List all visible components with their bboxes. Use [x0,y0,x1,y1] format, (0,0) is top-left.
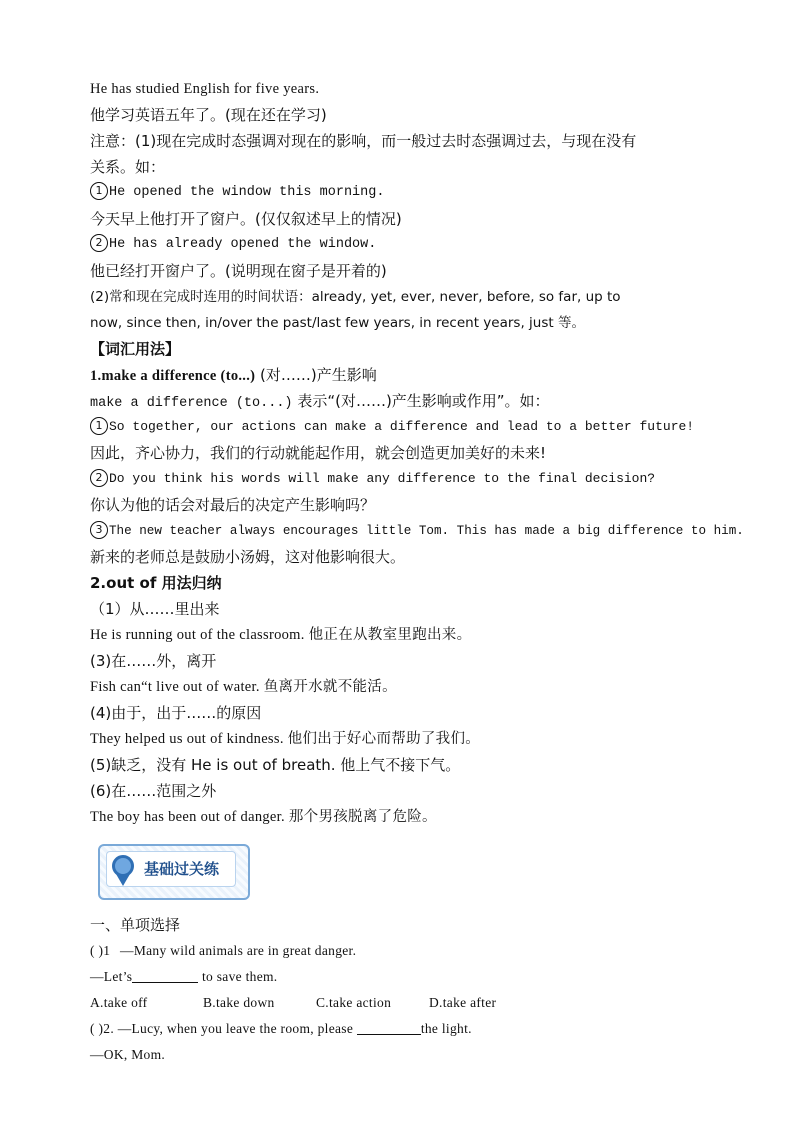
vocab-phrase: 1.make a difference (to...) [90,368,256,384]
usage-example: He is running out of the classroom. 他正在从教室里跑出来。 [90,627,472,643]
usage-item: (3)在……外，离开 [90,652,217,670]
exercise-section-title: 一、单项选择 [90,916,181,934]
usage-item: （1）从……里出来 [90,600,220,618]
option-d[interactable]: D.take after [429,995,497,1010]
example-text: He has already opened the window. [109,237,377,252]
usage-example: The boy has been out of danger. 那个男孩脱离了危险。 [90,809,437,825]
translation: 他已经打开窗户了。(说明现在窗子是开着的) [90,262,387,280]
note-text: 注意：(1)现在完成时态强调对现在的影响，而一般过去时态强调过去，与现在没有 [90,132,637,150]
vocab-meaning: 表示“(对……)产生影响或作用”。如： [292,392,550,410]
option-b[interactable]: B.take down [203,995,275,1010]
question-1-reply [90,964,710,990]
translation: 因此，齐心协力，我们的行动就能起作用，就会创造更加美好的未来! [90,444,547,462]
section-badge [98,844,248,898]
usage-example: Fish can“t live out of water. 鱼离开水就不能活。 [90,679,397,695]
circled-number: 2 [90,234,108,252]
option-a[interactable]: A.take off [90,995,148,1010]
badge-label: 基础过关练 [144,860,220,878]
note-text-cont: 关系。如： [90,158,166,176]
vocab-explanation [90,388,710,414]
answer-paren[interactable]: ( )2. [90,1021,114,1036]
vocab-phrase: make a difference (to...) [90,396,293,411]
example-text: Do you think his words will make any difference to the final decision? [109,471,656,486]
document-page [90,76,744,1068]
time-adverbial-note-cont: now, since then, in/over the past/last few years, in recent years, just 等。 [90,315,585,331]
time-adverbial-note: (2)常和现在完成时连用的时间状语：already, yet, ever, never, before, so far, up to [90,289,621,305]
example-text: So together, our actions can make a difference and lead to a better future! [109,419,695,434]
vocab-heading-2: 2.out of 用法归纳 [90,574,222,592]
answer-blank[interactable] [357,1020,421,1035]
usage-item: (5)缺乏，没有 He is out of breath. 他上气不接下气。 [90,756,461,774]
question-1-options [90,990,710,1016]
option-c[interactable]: C.take action [316,995,392,1010]
usage-example: They helped us out of kindness. 他们出于好心而帮助了我们。 [90,731,481,747]
question-text: the light. [420,1021,472,1036]
vocab-example-2 [90,466,710,492]
vocab-example-1 [90,414,710,440]
medal-icon [112,855,134,877]
usage-item: (4)由于，出于……的原因 [90,704,262,722]
translation: 今天早上他打开了窗户。(仅仅叙述早上的情况) [90,210,402,228]
example-text: The new teacher always encourages little Tom. This has made a big difference to him. [109,524,744,538]
question-text: —Many wild animals are in great danger. [120,943,357,958]
section-heading-vocab: 【词汇用法】 [90,340,181,358]
circled-number: 2 [90,469,108,487]
circled-number: 1 [90,417,108,435]
circled-number: 1 [90,182,108,200]
answer-paren[interactable]: ( )1 [90,943,111,958]
question-1 [90,938,710,964]
example-sentence: He has studied English for five years. [90,81,320,97]
question-text: —Lucy, when you leave the room, please [117,1021,357,1036]
reply-text: to save them. [198,969,278,984]
circled-number: 3 [90,521,108,539]
translation: 你认为他的话会对最后的决定产生影响吗？ [90,496,376,514]
translation: 他学习英语五年了。(现在还在学习) [90,106,327,124]
example-1 [90,180,710,206]
vocab-heading-1 [90,362,710,388]
example-text: He opened the window this morning. [109,185,385,200]
vocab-meaning: (对……)产生影响 [255,366,377,384]
answer-blank[interactable] [132,968,198,983]
vocab-example-3 [90,518,744,544]
example-2 [90,232,710,258]
question-2-reply: —OK, Mom. [90,1047,166,1062]
reply-text: —Let’s [90,969,133,984]
question-2 [90,1016,710,1042]
translation: 新来的老师总是鼓励小汤姆，这对他影响很大。 [90,548,406,566]
usage-item: (6)在……范围之外 [90,782,217,800]
